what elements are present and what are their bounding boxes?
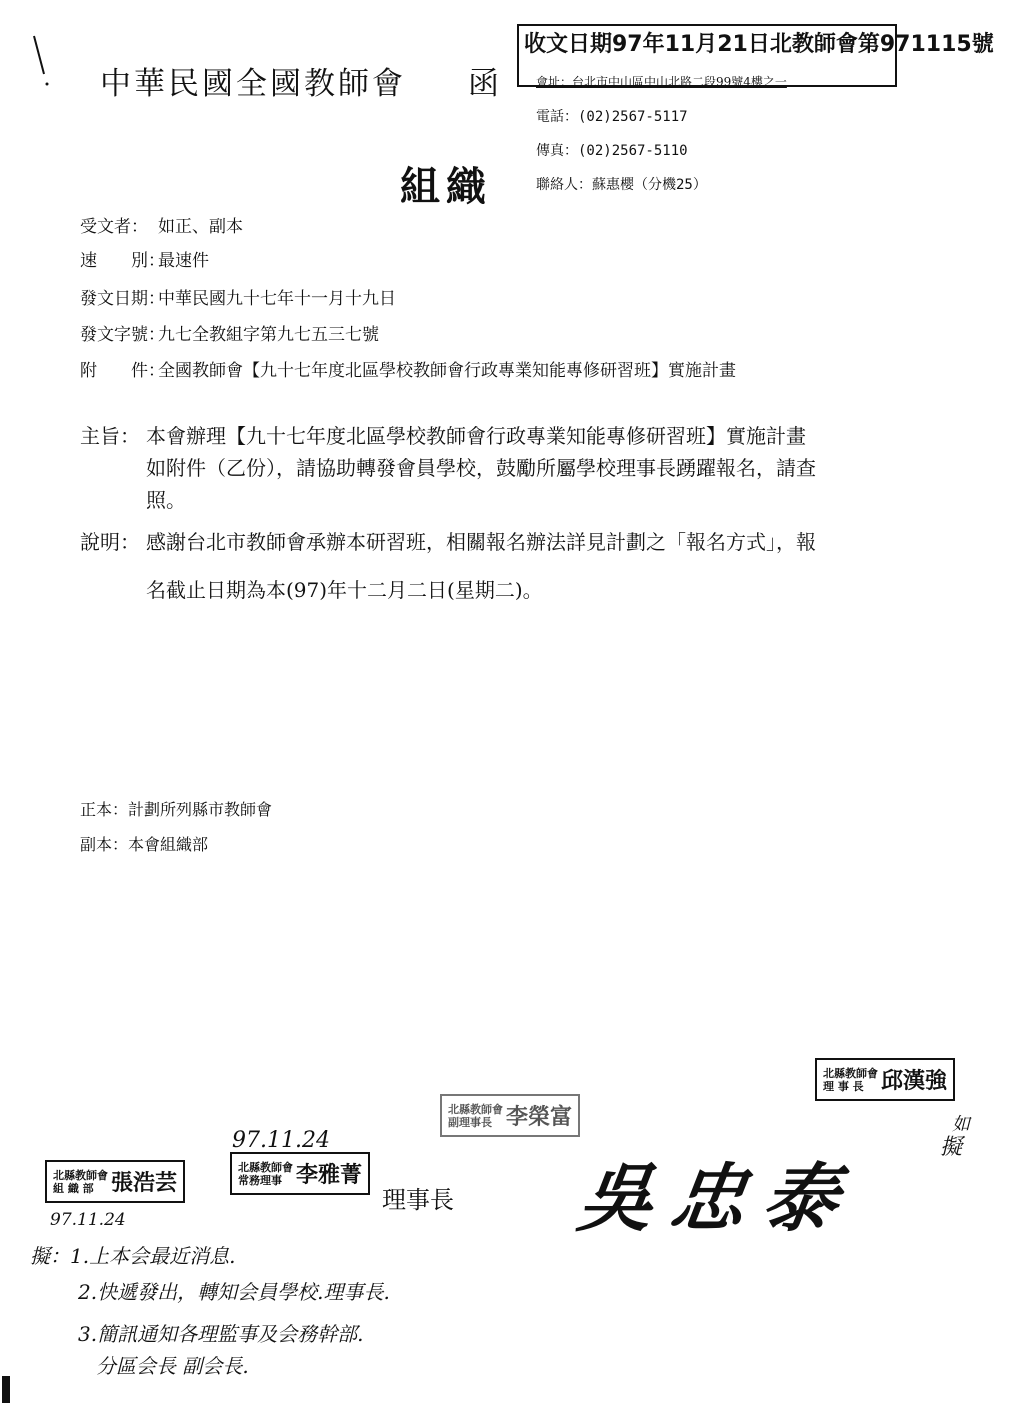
meta-label: 附 件： xyxy=(80,361,165,381)
handwritten-date-top: 97.11.24 xyxy=(232,1128,330,1153)
margin-mark xyxy=(2,1376,10,1403)
speed-row xyxy=(80,246,209,271)
department-stamp: 組織 xyxy=(400,163,492,210)
subject-line-2: 如附件（乙份），請協助轉發會員學校，鼓勵所屬學校理事長踴躍報名，請查 xyxy=(146,456,816,480)
meta-value: 中華民國九十七年十一月十九日 xyxy=(158,289,396,309)
meta-label: 受文者： xyxy=(80,217,148,237)
meta-label: 發文字號： xyxy=(80,325,165,345)
explanation-line-2: 名截止日期為本(97)年十二月二日(星期二)。 xyxy=(146,578,543,602)
explanation-label: 說明： xyxy=(80,530,140,554)
attachment-row xyxy=(80,356,736,381)
receipt-stamp-text: 收文日期97年11月21日北教師會第971115號 xyxy=(524,32,994,57)
stamp-org-role: 北縣教師會 常務理事 xyxy=(238,1160,293,1187)
handwritten-note-text: 1.上本会最近消息. xyxy=(70,1244,236,1268)
phone-number: 電話：(02)2567-5117 xyxy=(536,109,688,125)
subject-text: 本會辦理【九十七年度北區學校教師會行政專業知能專修研習班】實施計畫 xyxy=(146,424,806,448)
copy-recipient: 副本：本會組織部 xyxy=(80,835,209,854)
org-dept-stamp xyxy=(45,1160,185,1203)
chairman-stamp xyxy=(815,1058,955,1101)
issue-date-row xyxy=(80,284,396,309)
meta-value: 九七全教組字第九七五三七號 xyxy=(158,325,379,345)
vice-chair-stamp xyxy=(440,1094,580,1137)
handwritten-note-ni: 擬 xyxy=(940,1135,963,1160)
handwritten-note-1 xyxy=(30,1240,235,1269)
stamp-name: 李榮富 xyxy=(506,1105,573,1130)
meta-value: 最速件 xyxy=(158,251,209,271)
handwritten-date-left: 97.11.24 xyxy=(50,1210,126,1230)
subject-line-3: 照。 xyxy=(146,488,186,512)
explanation-line-1 xyxy=(80,526,816,555)
handwritten-note-2: 2.快遞發出，轉知会員學校.理事長. xyxy=(78,1280,390,1304)
subject-line-1 xyxy=(80,420,806,449)
stamp-org-role: 北縣教師會 理 事 長 xyxy=(823,1066,878,1093)
stamp-name: 張浩芸 xyxy=(111,1171,178,1196)
pen-stroke-icon xyxy=(32,34,54,90)
stamp-org-role: 北縣教師會 組 織 部 xyxy=(53,1168,108,1195)
meta-value: 全國教師會【九十七年度北區學校教師會行政專業知能專修研習班】實施計畫 xyxy=(158,361,736,381)
main-recipient: 正本：計劃所列縣市教師會 xyxy=(80,800,273,819)
stamp-org-role: 北縣教師會 副理事長 xyxy=(448,1102,503,1129)
explanation-text: 感謝台北市教師會承辦本研習班，相關報名辦法詳見計劃之「報名方式」，報 xyxy=(146,530,816,554)
standing-director-stamp xyxy=(230,1152,370,1195)
handwritten-note-4: 分區会長 副会長. xyxy=(96,1354,249,1378)
subject-label: 主旨： xyxy=(80,424,140,448)
chairman-signature: 吳忠泰 xyxy=(573,1156,862,1242)
meta-value: 如正、副本 xyxy=(158,217,243,237)
chairman-title: 理事長 xyxy=(382,1186,454,1214)
handwritten-note-label: 擬： xyxy=(30,1244,70,1268)
handwritten-note-ru: 如 xyxy=(952,1114,970,1135)
document-type: 函 xyxy=(468,66,499,102)
stamp-name: 李雅菁 xyxy=(296,1163,363,1188)
issue-number-row xyxy=(80,320,379,345)
fax-number: 傳真：(02)2567-5110 xyxy=(536,143,688,159)
organization-address: 會址：台北市中山區中山北路二段99號4樓之一 xyxy=(536,75,787,89)
meta-label: 速 別： xyxy=(80,251,165,271)
meta-label: 發文日期： xyxy=(80,289,165,309)
stamp-name: 邱漢強 xyxy=(881,1069,948,1094)
recipient-row xyxy=(80,212,243,237)
organization-name: 中華民國全國教師會 xyxy=(100,66,406,102)
contact-person: 聯絡人：蘇惠櫻（分機25） xyxy=(536,177,707,193)
handwritten-note-3: 3.簡訊通知各理監事及会務幹部. xyxy=(78,1322,364,1346)
